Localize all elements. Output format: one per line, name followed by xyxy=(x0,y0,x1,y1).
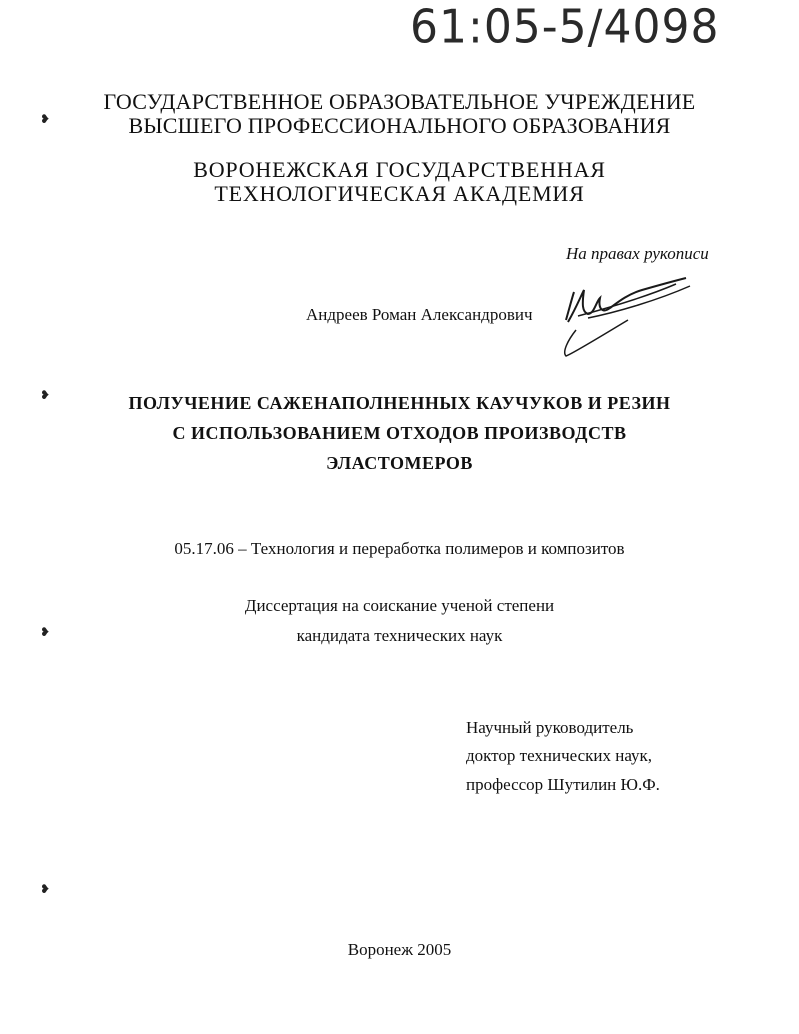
rights-note: На правах рукописи xyxy=(566,244,709,263)
supervisor-line-3: профессор Шутилин Ю.Ф. xyxy=(466,775,660,794)
margin-mark: ❥ xyxy=(40,625,51,639)
institution-line-1: ГОСУДАРСТВЕННОЕ ОБРАЗОВАТЕЛЬНОЕ УЧРЕЖДЕНИЕ xyxy=(103,89,696,114)
supervisor-line-2: доктор технических наук, xyxy=(466,746,653,765)
degree-line-2: кандидата технических наук xyxy=(296,626,503,645)
margin-mark: ❥ xyxy=(40,882,51,896)
academy-line-1: ВОРОНЕЖСКАЯ ГОСУДАРСТВЕННАЯ xyxy=(193,157,606,182)
thesis-title-line-3: ЭЛАСТОМЕРОВ xyxy=(326,453,473,473)
author-name: Андреев Роман Александрович xyxy=(306,305,533,324)
city-year: Воронеж 2005 xyxy=(347,940,452,959)
thesis-title-line-2: С ИСПОЛЬЗОВАНИЕМ ОТХОДОВ ПРОИЗВОДСТВ xyxy=(172,423,627,443)
institution-line-2: ВЫСШЕГО ПРОФЕССИОНАЛЬНОГО ОБРАЗОВАНИЯ xyxy=(128,113,671,138)
author-signature xyxy=(558,268,708,363)
specialty-code: 05.17.06 – Технология и переработка полимеров и композитов xyxy=(174,539,625,558)
supervisor-line-1: Научный руководитель xyxy=(466,718,634,737)
margin-mark: ❥ xyxy=(40,388,51,402)
margin-mark: ❥ xyxy=(40,112,51,126)
degree-line-1: Диссертация на соискание ученой степени xyxy=(244,596,555,615)
archive-stamp: 61:05-5/4098 xyxy=(410,0,720,55)
thesis-title-line-1: ПОЛУЧЕНИЕ САЖЕНАПОЛНЕННЫХ КАУЧУКОВ И РЕЗИН xyxy=(128,393,671,413)
academy-line-2: ТЕХНОЛОГИЧЕСКАЯ АКАДЕМИЯ xyxy=(214,181,585,206)
